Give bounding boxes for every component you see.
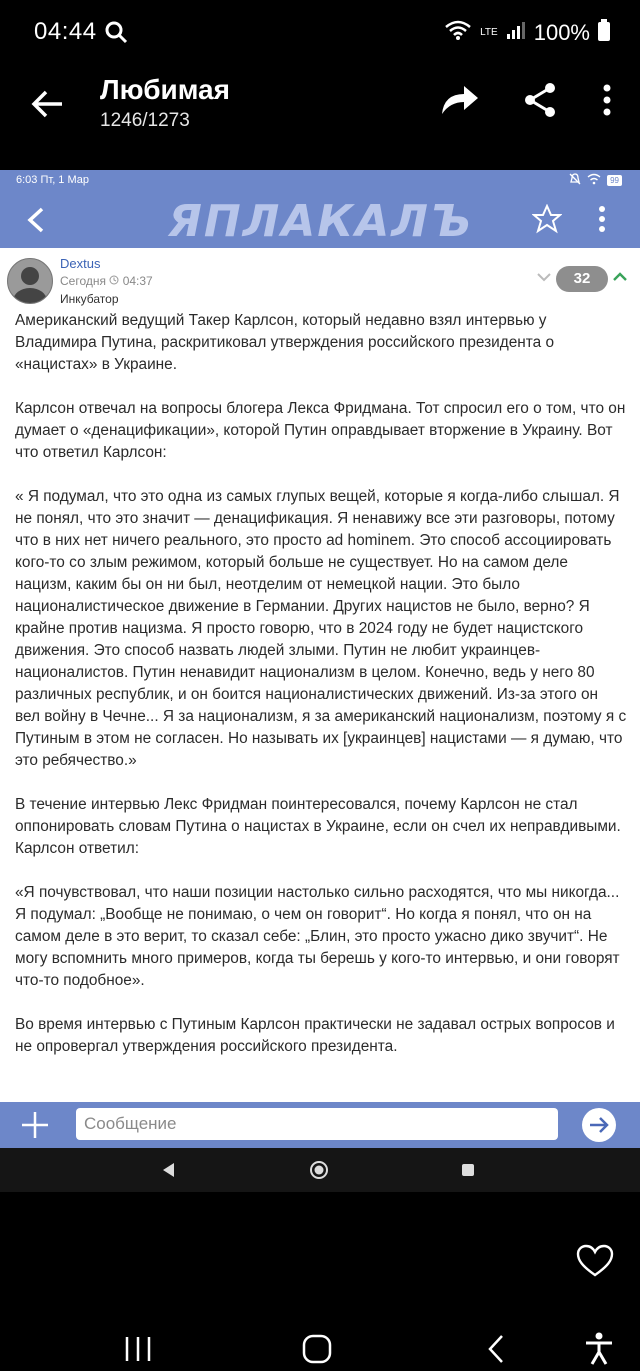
signal-icon xyxy=(506,20,526,46)
post-paragraph: «Я почувствовал, что наши позиции настолько сильно расходятся, что мы никогда... Я подумал: „Вообще не понимаю, о чем он говорит“. Но когда я понял, что он на самом деле в это верит, то сказал себе: „Блин, это просто ужасно дико звучит“. Не могу вспомнить много примеров, когда ты берешь у кого-то интервью, и они говорят что-то подобное». xyxy=(15,884,620,989)
star-icon[interactable] xyxy=(532,204,562,239)
inner-nav-recents-icon[interactable] xyxy=(461,1163,475,1182)
page-counter: 1246/1273 xyxy=(100,110,190,131)
inner-back-icon[interactable] xyxy=(24,206,48,239)
battery-icon xyxy=(598,19,610,47)
app-bar xyxy=(0,66,640,166)
inner-status-time: 6:03 Пт, 1 Мар xyxy=(16,174,89,186)
post-paragraph: Карлсон отвечал на вопросы блогера Лекса Фридмана. Тот спросил его о том, что он думает о «денацификации», которой Путин оправдывает вторжение в Украину. Вот что ответил Карлсон: xyxy=(15,400,626,461)
post-date xyxy=(60,274,153,288)
status-time: 04:44 xyxy=(34,18,97,45)
battery-text: 100% xyxy=(533,20,590,45)
forward-icon[interactable] xyxy=(438,80,482,125)
embedded-screenshot xyxy=(0,170,640,1163)
send-button[interactable] xyxy=(582,1108,616,1142)
author-rank: Инкубатор xyxy=(60,292,119,306)
inner-status-bar xyxy=(0,170,640,192)
inner-status-right xyxy=(569,173,622,188)
vote-up-icon[interactable] xyxy=(612,270,628,288)
page-title: Любимая xyxy=(100,74,230,105)
inner-header xyxy=(0,192,640,248)
share-icon[interactable] xyxy=(522,80,558,125)
recents-icon[interactable] xyxy=(124,1336,152,1367)
inner-nav-back-icon[interactable] xyxy=(162,1162,176,1183)
inner-wifi-icon xyxy=(587,173,601,188)
post-paragraph: В течение интервью Лекс Фридман поинтересовался, почему Карлсон не стал оппонировать словам Путина о нацистах в Украине, если он счел их неправдивыми. Карлсон ответил: xyxy=(15,796,621,857)
post-paragraph: Американский ведущий Такер Карлсон, который недавно взял интервью у Владимира Путина, раскритиковал утверждения российского президента о «нацистах» в Украине. xyxy=(15,312,555,373)
search-icon xyxy=(104,20,128,49)
post-paragraph: Во время интервью с Путиным Карлсон практически не задавал острых вопросов и не опровергал утверждения российского президента. xyxy=(15,1016,615,1055)
site-logo: ЯПЛАКАЛЪ xyxy=(168,196,474,247)
message-composer xyxy=(0,1102,640,1148)
message-input[interactable] xyxy=(76,1108,558,1140)
post-time: 04:37 xyxy=(122,274,153,288)
system-nav-bar xyxy=(0,1310,640,1371)
status-right xyxy=(444,19,610,47)
inner-battery xyxy=(607,175,622,186)
status-bar xyxy=(0,0,640,66)
back-arrow-icon[interactable] xyxy=(28,84,68,124)
post-score: 32 xyxy=(556,266,608,292)
network-label: LTE xyxy=(480,27,498,38)
inner-more-vert-icon[interactable] xyxy=(596,204,608,239)
wifi-icon xyxy=(444,19,472,47)
heart-icon[interactable] xyxy=(576,1244,614,1283)
more-vert-icon[interactable] xyxy=(592,80,622,125)
inner-nav-bar xyxy=(0,1148,640,1192)
mute-icon xyxy=(569,173,581,188)
plus-icon[interactable] xyxy=(20,1110,50,1145)
author-name[interactable]: Dextus xyxy=(60,256,101,271)
inner-battery-level: 99 xyxy=(610,176,619,185)
post-date-label: Сегодня xyxy=(60,274,106,288)
post-content xyxy=(15,310,627,1080)
inner-nav-home-icon[interactable] xyxy=(309,1160,329,1185)
post-paragraph: « Я подумал, что это одна из самых глупых вещей, которые я когда-либо слышал. Я не понял, что это значит — денацификация. Я ненавижу все эти разговоры, потому что в них нет ничего реального, это просто ad hominem. Это способ ассоциировать кого-то со злым режимом, который больше не существует. Но на самом деле нацизм, каким бы он ни был, неотделим от немецкой нации. Это было националистическое движение в Германии. Других нацистов не было, верно? Я крайне против нацизма. Я просто говорю, что в 2024 году не будет нацистского движения. Это способ назвать людей злыми. Путин не любит украинцев-националистов. Путин ненавидит национализм в целом. Конечно, ведь у него 80 различных республик, и он боится националистических движений. Из-за этого он вел войну в Чечне... Я за национализм, я за американский национализм, поэтому я с Путиным в этом не согласен. Но называть их [украинцев] нацистами — я думаю, что это ребячество.» xyxy=(15,488,627,769)
avatar[interactable] xyxy=(7,258,53,304)
home-icon[interactable] xyxy=(302,1334,332,1369)
post-header xyxy=(0,248,640,310)
back-icon[interactable] xyxy=(486,1334,506,1369)
clock-icon xyxy=(109,274,122,288)
vote-down-icon[interactable] xyxy=(536,270,552,288)
accessibility-icon[interactable] xyxy=(584,1332,614,1371)
